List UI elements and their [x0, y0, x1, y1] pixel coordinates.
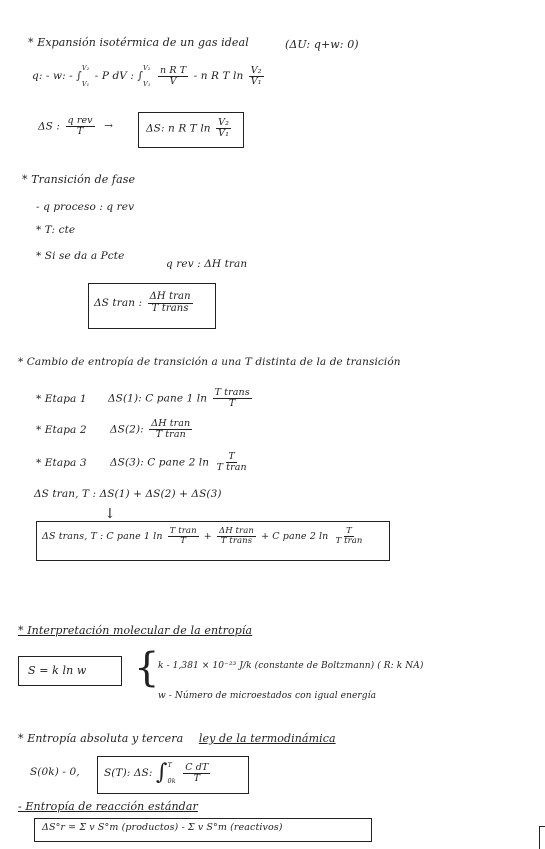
cambio-sum: ΔS tran, T : ΔS(1) + ΔS(2) + ΔS(3): [34, 488, 222, 500]
cambio-e3-text: ΔS(3): C pane 2 ln: [110, 456, 210, 469]
iso-eq-volume-ratio: $\frac{\text{V₂}}{\text{V₁}}$: [250, 64, 262, 87]
abs-title: [18, 732, 336, 745]
cambio-final-frac-1: $\frac{\text{T tran}}{T}$: [169, 526, 197, 546]
abs-equation: [104, 761, 212, 785]
abs-title-part2: ley de la termodinámica: [198, 732, 336, 745]
interp-k-definition: k - 1,381 × 10⁻²³ J/k (constante de Boltzmann) ( R: k NA): [158, 661, 424, 671]
iso-equation-ds: [38, 116, 117, 137]
cambio-etapa-1: * Etapa 1: [36, 393, 87, 405]
cambio-final-frac-2: $\frac{\text{ΔH tran}}{\text{T trans}}$: [218, 526, 254, 546]
page-edge-mark: [539, 826, 545, 849]
cambio-down-arrow: ↓: [104, 506, 116, 522]
cambio-e1-fraction: $\frac{\text{T trans}}{T}$: [214, 387, 250, 409]
cambio-e2-text: ΔS(2):: [110, 423, 144, 436]
cambio-final-lhs: ΔS trans, T : C pane 1 ln: [42, 530, 163, 542]
iso-eq-upper2: V₂: [143, 64, 151, 72]
iso-ds-result-text: ΔS: n R T ln: [146, 122, 211, 135]
iso-eq-fraction: $\frac{\text{n R T}}{V}$: [160, 64, 187, 87]
iso-equation-q: [32, 64, 266, 88]
iso-eq-mid: - P dV : ∫: [94, 70, 144, 82]
fase-result-lhs: ΔS tran :: [94, 297, 143, 309]
cambio-etapa-3: * Etapa 3: [36, 457, 87, 469]
iso-eq-lower: V₁: [81, 80, 90, 88]
iso-eq-tail: - n R T ln: [193, 70, 244, 82]
cambio-etapa-2: * Etapa 2: [36, 424, 87, 436]
reac-equation: ΔS°r = Σ v S°m (productos) - Σ v S°m (reactivos): [42, 822, 283, 833]
iso-eq-upper: V₂: [81, 64, 90, 72]
interp-boltzmann-formula: S = k ln w: [28, 664, 87, 677]
iso-ds-fraction: $\frac{\text{q rev}}{T}$: [67, 115, 93, 137]
interp-title: * Interpretación molecular de la entropía: [18, 624, 253, 637]
cambio-etapa-3-eq: [110, 452, 251, 473]
reac-title: - Entropía de reacción estándar: [18, 800, 198, 813]
interp-brace: {: [134, 645, 160, 691]
integral-icon: ∫: [155, 760, 168, 785]
fase-result: [94, 292, 195, 314]
cambio-title: * Cambio de entropía de transición a una T distinta de la de transición: [18, 356, 401, 368]
iso-title: * Expansión isotérmica de un gas ideal: [28, 36, 249, 49]
cambio-e3-fraction: $\frac{T}{\text{T tran}}$: [216, 451, 247, 473]
fase-bullet-1: - q proceso : q rev: [36, 201, 135, 213]
iso-condition: (ΔU: q+w: 0): [285, 38, 359, 51]
iso-ds-result: [146, 118, 233, 139]
fase-bullet-2: * T: cte: [36, 224, 76, 236]
abs-eq-lhs: S(T): ΔS:: [104, 767, 153, 779]
fase-bullet-3: * Si se da a Pcte: [36, 250, 125, 262]
fase-bullet-3b: q rev : ΔH tran: [166, 258, 248, 270]
iso-ds-arrow: →: [104, 120, 114, 133]
cambio-final: [42, 527, 367, 546]
cambio-e1-text: ΔS(1): C pane 1 ln: [108, 392, 208, 405]
iso-eq-lhs: q: - w: - ∫: [32, 70, 82, 82]
abs-lhs: S(0k) - 0,: [30, 766, 80, 778]
iso-eq-lower2: V₁: [143, 80, 151, 88]
interp-w-definition: w - Número de microestados con igual energía: [158, 691, 377, 701]
cambio-etapa-2-eq: [110, 419, 194, 440]
fase-title: * Transición de fase: [22, 173, 136, 186]
cambio-final-plus: +: [203, 530, 212, 542]
abs-title-part1: * Entropía absoluta y tercera: [18, 732, 184, 745]
cambio-final-c2: + C pane 2 ln: [261, 530, 329, 542]
abs-eq-fraction: $\frac{\text{C dT}}{T}$: [185, 761, 209, 784]
cambio-e2-fraction: $\frac{\text{ΔH tran}}{\text{T tran}}$: [151, 418, 191, 440]
iso-ds-lhs: ΔS :: [38, 120, 61, 133]
iso-ds-result-ratio: $\frac{\text{V₂}}{\text{V₁}}$: [218, 117, 229, 139]
cambio-etapa-1-eq: [108, 388, 254, 409]
abs-eq-lower: 0k: [167, 777, 176, 785]
fase-result-fraction: $\frac{\text{ΔH tran}}{\text{T trans}}$: [149, 291, 191, 314]
cambio-final-frac-3: $\frac{T}{\text{T tran}}$: [335, 526, 363, 546]
abs-eq-upper: T: [167, 761, 172, 769]
